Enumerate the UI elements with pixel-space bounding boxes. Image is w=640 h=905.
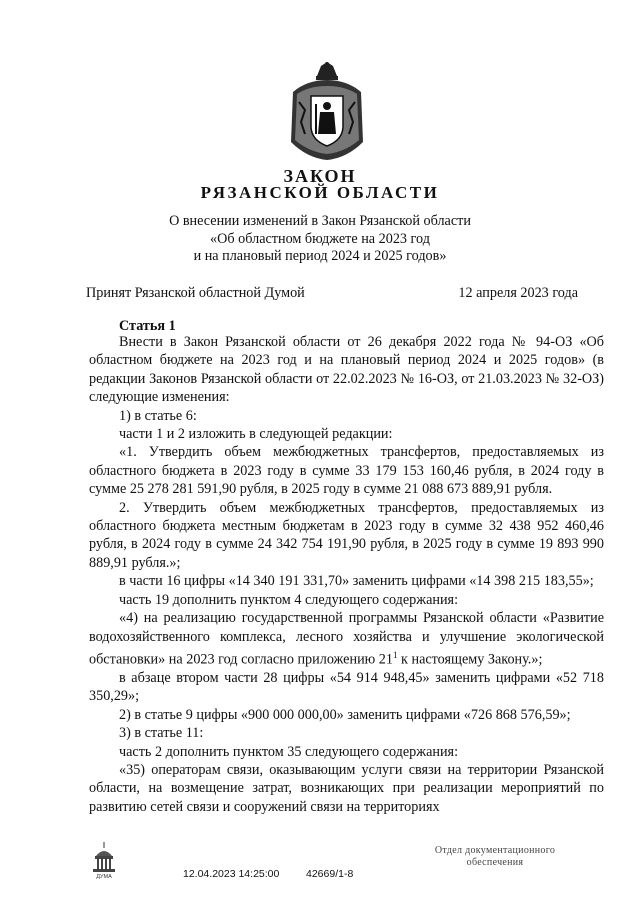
- paragraph: Внести в Закон Рязанской области от 26 декабря 2022 года № 94-ОЗ «Об областном бюджете на 2023 год и на плановый период 2024 и 2025 годов» (в редакции Законов Рязанской области от 22.02.2023 № 16-ОЗ, от 21.03.2023 № 32-ОЗ) следующие изменения:: [89, 334, 604, 406]
- adopted-by: Принят Рязанской областной Думой: [86, 285, 305, 301]
- footer-timestamp: 12.04.2023 14:25:00: [183, 868, 280, 880]
- paragraph: часть 2 дополнить пунктом 35 следующего содержания:: [119, 743, 459, 760]
- paragraph: 2) в статье 9 цифры «900 000 000,00» заменить цифрами «726 868 576,59»;: [119, 706, 571, 723]
- paragraph: в части 16 цифры «14 340 191 331,70» заменить цифрами «14 398 215 183,55»;: [119, 573, 594, 590]
- stamp-line: Отдел документационного: [434, 845, 556, 856]
- paragraph: части 1 и 2 изложить в следующей редакции:: [119, 426, 393, 443]
- paragraph: 3) в статье 11:: [119, 725, 204, 742]
- paragraph: 2. Утвердить объем межбюджетных трансфертов, предоставляемых из областного бюджета местным бюджетам в 2023 году в сумме 32 438 952 460,46 рубля, в 2024 году в сумме 24 342 754 191,90 рубля, в 2025 году в сумме 19 893 990 889,91 рубля.»;: [89, 499, 604, 571]
- law-subtitle: [0, 213, 640, 266]
- paragraph: [89, 609, 604, 669]
- article-title: Статья 1: [119, 318, 176, 334]
- paragraph: «1. Утвердить объем межбюджетных трансфертов, предоставляемых из областного бюджета в 2023 году в сумме 33 179 153 160,46 рубля, в 2024 году в сумме 25 278 281 591,90 рубля, в 2025 году в сумме 21 088 673 889,91 рубля.: [89, 444, 604, 498]
- stamp-line: обеспечения: [466, 857, 524, 868]
- paragraph-text: «4) на реализацию государственной программы Рязанской области «Развитие водохозяйственного комплекса, лесного хозяйства и улучшение экологической обстановки» на 2023 год согласно приложению 21: [89, 610, 604, 668]
- duma-logo-icon: [90, 840, 118, 880]
- subtitle-line: «Об областном бюджете на 2023 год: [210, 230, 430, 247]
- logo-text: ДУМА: [96, 874, 112, 880]
- paragraph: часть 19 дополнить пунктом 4 следующего содержания:: [119, 591, 459, 608]
- department-stamp: [420, 845, 570, 869]
- law-region-title: РЯЗАНСКОЙ ОБЛАСТИ: [200, 183, 440, 202]
- subtitle-line: О внесении изменений в Закон Рязанской области: [169, 213, 471, 229]
- paragraph-tail: к настоящему Закону.»;: [397, 651, 543, 668]
- adoption-date: 12 апреля 2023 года: [458, 285, 578, 301]
- footer-doc-number: 42669/1-8: [306, 868, 354, 880]
- coat-of-arms-emblem: [287, 62, 367, 162]
- article-body: [89, 333, 604, 816]
- subtitle-line: и на плановый период 2024 и 2025 годов»: [193, 248, 447, 264]
- paragraph: «35) операторам связи, оказывающим услуги связи на территории Рязанской области, на возмещение затрат, возникающих при реализации мероприятий по развитию сетей связи и сооружений связи на территориях: [89, 762, 604, 815]
- paragraph: 1) в статье 6:: [119, 407, 197, 424]
- superscript: 1: [393, 649, 398, 660]
- law-title: ЗАКОН: [283, 166, 357, 186]
- paragraph: в абзаце втором части 28 цифры «54 914 948,45» заменить цифрами «52 718 350,29»;: [89, 670, 604, 705]
